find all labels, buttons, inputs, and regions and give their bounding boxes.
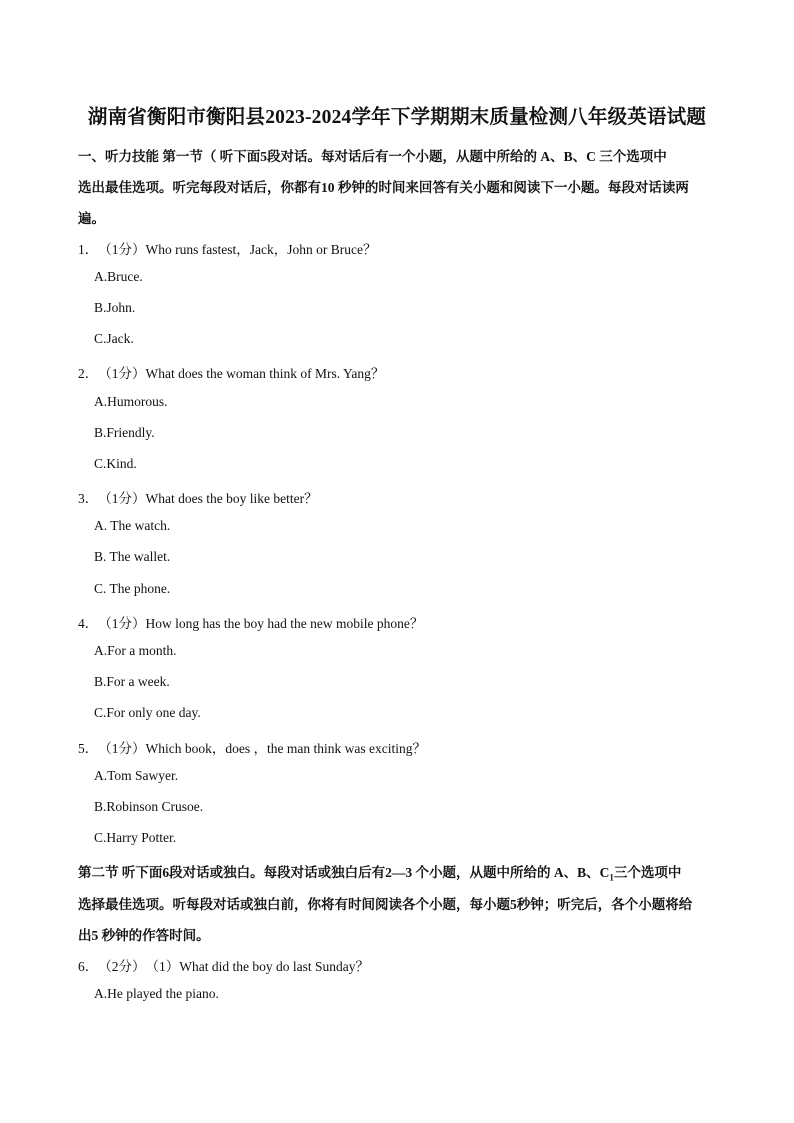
- question-4-option-b: B.For a week.: [94, 674, 170, 689]
- section1-instruction-line-1: 一、听力技能 第一节（ 听下面5段对话。每对话后有一个小题，从题中所给的 A、B、C 三个选项中: [78, 149, 667, 164]
- question-1-text: Who runs fastest，Jack，John or Bruce？: [145, 242, 377, 257]
- question-1-stem: [78, 238, 376, 258]
- question-2-option-c: C.Kind.: [94, 456, 137, 471]
- question-6-stem: [78, 955, 369, 975]
- section1-instruction-line-2: 选出最佳选项。听完每段对话后，你都有10 秒钟的时间来回答有关小题和阅读下一小题。每段对话读两: [78, 180, 689, 195]
- question-1-points: （1分）: [98, 242, 146, 257]
- question-2-option-a: A.Humorous.: [94, 394, 168, 409]
- section1-instruction-line-3: 遍。: [78, 211, 105, 226]
- question-3-points: （1分）: [98, 491, 146, 506]
- question-1-option-c: C.Jack.: [94, 331, 134, 346]
- question-3-text: What does the boy like better？: [145, 491, 318, 506]
- question-3-option-b: B. The wallet.: [94, 549, 171, 564]
- question-5-stem: [78, 737, 426, 757]
- question-2-number: 2．: [78, 366, 99, 381]
- question-3-option-c: C. The phone.: [94, 581, 171, 596]
- question-4-text: How long has the boy had the new mobile phone？: [145, 616, 424, 631]
- page-title: 湖南省衡阳市衡阳县2023-2024学年下学期期末质量检测八年级英语试题: [87, 107, 707, 128]
- section2-line-1-subscript: 1: [609, 872, 614, 883]
- section2-instruction-line-3: 出5 秒钟的作答时间。: [78, 928, 210, 943]
- section2-instruction-line-1: [78, 861, 681, 883]
- question-4-number: 4．: [78, 616, 99, 631]
- question-3-number: 3．: [78, 491, 99, 506]
- question-1-option-b: B.John.: [94, 300, 136, 315]
- question-2-text: What does the woman think of Mrs. Yang？: [145, 366, 385, 381]
- question-2-stem: [78, 362, 384, 382]
- section2-instruction-line-2: 选择最佳选项。听每段对话或独白前，你将有时间阅读各个小题，每小题5秒钟；听完后，各个小题将给: [78, 897, 693, 912]
- section2-line-1-text: 第二节 听下面6段对话或独白。每段对话或独白后有2—3 个小题，从题中所给的 A、B、C: [78, 865, 610, 880]
- question-5-text: Which book，does ，the man think was exciting？: [145, 741, 426, 756]
- section2-line-1-tail: 三个选项中: [613, 865, 682, 880]
- question-6-text: （1）What did the boy do last Sunday？: [145, 959, 369, 974]
- question-6-number: 6．: [78, 959, 99, 974]
- question-5-option-a: A.Tom Sawyer.: [94, 768, 179, 783]
- question-1-option-a: A.Bruce.: [94, 269, 143, 284]
- question-4-points: （1分）: [98, 616, 146, 631]
- question-6-points: （2分）: [98, 959, 146, 974]
- question-5-number: 5．: [78, 741, 99, 756]
- question-3-option-a: A. The watch.: [94, 518, 171, 533]
- question-3-stem: [78, 487, 318, 507]
- question-2-option-b: B.Friendly.: [94, 425, 155, 440]
- question-4-stem: [78, 612, 423, 632]
- question-5-option-b: B.Robinson Crusoe.: [94, 799, 204, 814]
- question-4-option-a: A.For a month.: [94, 643, 177, 658]
- question-1-number: 1．: [78, 242, 99, 257]
- question-5-points: （1分）: [98, 741, 146, 756]
- question-2-points: （1分）: [98, 366, 146, 381]
- question-4-option-c: C.For only one day.: [94, 705, 201, 720]
- question-5-option-c: C.Harry Potter.: [94, 830, 177, 845]
- question-6-option-a: A.He played the piano.: [94, 986, 219, 1001]
